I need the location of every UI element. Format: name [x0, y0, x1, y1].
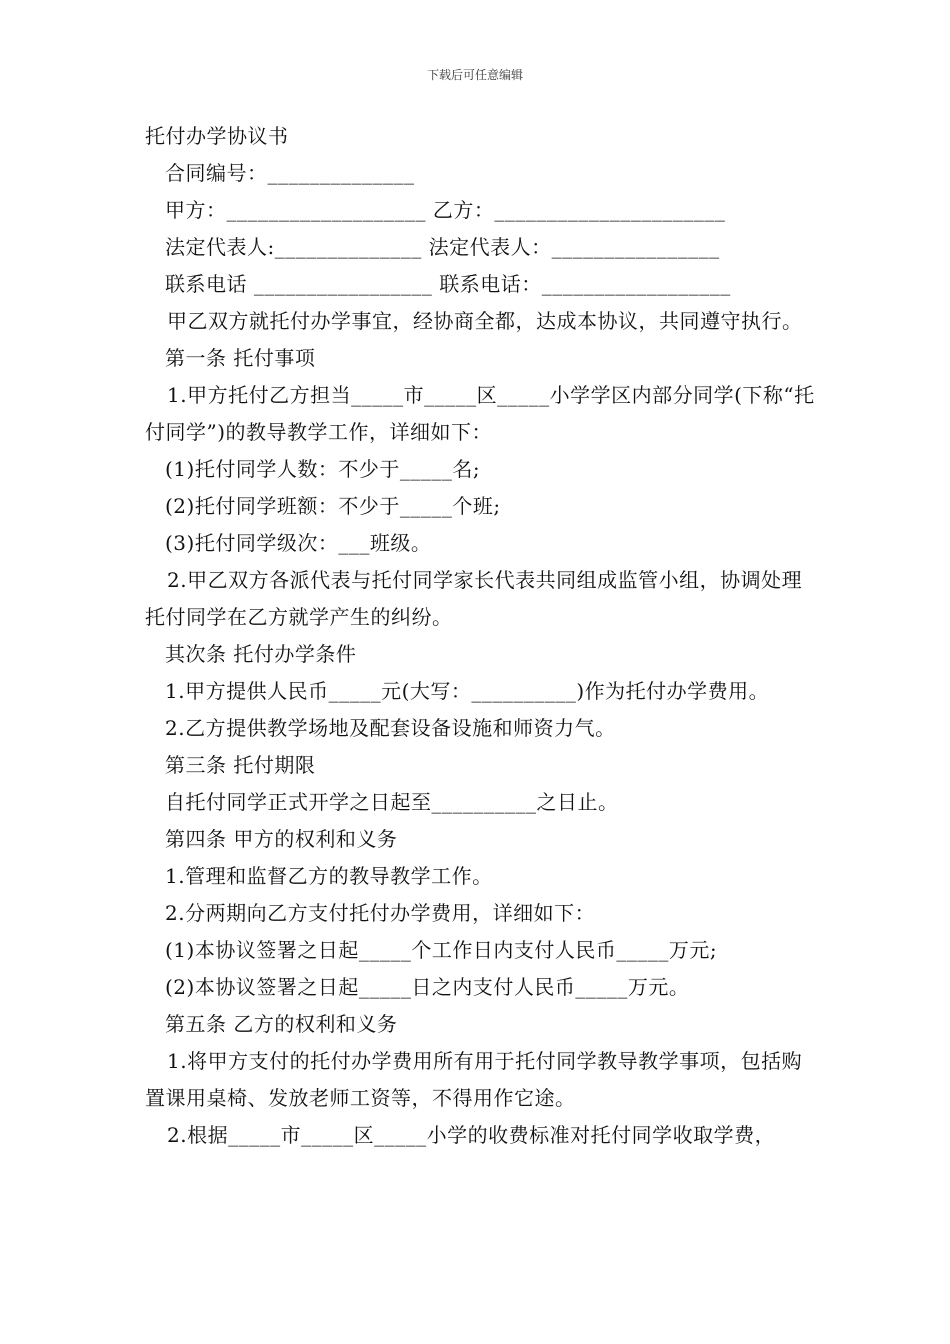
- article-1-item-2: 2.甲乙双方各派代表与托付同学家长代表共同组成监管小组，协调处理托付同学在乙方就学产生的纠纷。: [145, 568, 803, 629]
- party-line: 甲方：___________________ 乙方：______________________: [165, 198, 726, 222]
- article-5-item-2: 2.根据_____市_____区_____小学的收费标准对托付同学收取学费，: [167, 1123, 776, 1147]
- article-4-sub-2: (2)本协议签署之日起_____日之内支付人民币_____万元。: [165, 975, 690, 999]
- doc-title: 托付办学协议书: [145, 124, 289, 148]
- article-3-text: 自托付同学正式开学之日起至__________之日止。: [165, 790, 619, 814]
- legal-rep-line: 法定代表人:______________ 法定代表人：________________: [165, 235, 720, 259]
- contract-number: 合同编号：______________: [165, 161, 415, 185]
- article-5-heading: 第五条 乙方的权利和义务: [165, 1012, 398, 1036]
- article-4-item-2: 2.分两期向乙方支付托付办学费用，详细如下：: [165, 901, 596, 925]
- phone-line: 联系电话 _________________ 联系电话：__________________: [165, 272, 731, 296]
- article-4-sub-1: (1)本协议签署之日起_____个工作日内支付人民币_____万元;: [165, 938, 718, 962]
- article-2-item-1: 1.甲方提供人民币_____元(大写：__________)作为托付办学费用。: [165, 679, 770, 703]
- article-5-item-1: 1.将甲方支付的托付办学费用所有用于托付同学教导教学事项，包括购置课用桌椅、发放老师工资等，不得用作它途。: [145, 1049, 803, 1110]
- document-body: [145, 118, 815, 1154]
- article-4-item-1: 1.管理和监督乙方的教导教学工作。: [165, 864, 493, 888]
- article-1-sub-3: (3)托付同学级次：___班级。: [165, 531, 432, 555]
- article-1-sub-1: (1)托付同学人数：不少于_____名;: [165, 457, 481, 481]
- article-1-sub-2: (2)托付同学班额：不少于_____个班;: [165, 494, 501, 518]
- article-2-heading: 其次条 托付办学条件: [165, 642, 357, 666]
- intro-paragraph: 甲乙双方就托付办学事宜，经协商全都，达成本协议，共同遵守执行。: [167, 309, 803, 333]
- article-1-heading: 第一条 托付事项: [165, 346, 316, 370]
- article-3-heading: 第三条 托付期限: [165, 753, 316, 777]
- header-note: 下载后可任意编辑: [426, 68, 523, 82]
- article-4-heading: 第四条 甲方的权利和义务: [165, 827, 398, 851]
- article-1-item-1: 1.甲方托付乙方担当_____市_____区_____小学学区内部分同学(下称“托付同学”)的教导教学工作，详细如下：: [145, 383, 815, 444]
- article-2-item-2: 2.乙方提供教学场地及配套设备设施和师资力气。: [165, 716, 616, 740]
